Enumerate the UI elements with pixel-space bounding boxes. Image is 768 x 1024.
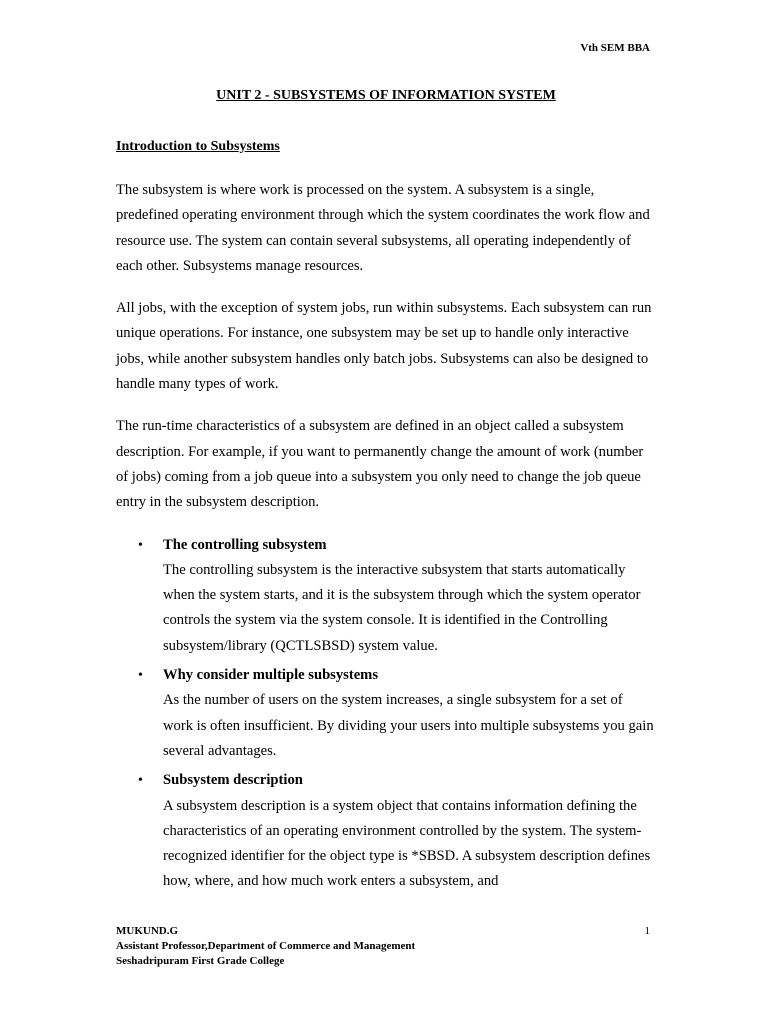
header-semester-label: Vth SEM BBA bbox=[580, 42, 650, 54]
document-body bbox=[116, 84, 656, 899]
section-heading: Introduction to Subsystems bbox=[116, 139, 280, 154]
bullet-body: As the number of users on the system increases, a single subsystem for a set of work is often insufficient. By dividing your users into multiple subsystems you gain several advantages. bbox=[163, 692, 654, 759]
bullet-title: Why consider multiple subsystems bbox=[163, 667, 379, 684]
bullet-dot-icon: • bbox=[138, 668, 143, 684]
document-title: UNIT 2 - SUBSYSTEMS OF INFORMATION SYSTEM bbox=[216, 88, 556, 103]
bullet-title: Subsystem description bbox=[163, 772, 303, 789]
bullet-dot-icon: • bbox=[138, 773, 143, 789]
bullet-item-subsystem-description bbox=[116, 768, 656, 894]
bullet-dot-icon: • bbox=[138, 537, 143, 553]
bullet-title: The controlling subsystem bbox=[163, 536, 327, 553]
paragraph-3: The run-time characteristics of a subsystem are defined in an object called a subsystem description. For example, if you want to permanently change the amount of work (number of jobs) coming from a job queue into a subsystem you only need to change the job queue entry in the subsystem description. bbox=[116, 418, 644, 511]
footer-author: MUKUND.G bbox=[116, 925, 179, 937]
bullet-list bbox=[116, 533, 656, 895]
footer bbox=[116, 924, 656, 969]
footer-position: Assistant Professor,Department of Commerce and Management bbox=[116, 940, 416, 952]
bullet-body: The controlling subsystem is the interactive subsystem that starts automatically when the system starts, and it is the subsystem through which the system operator controls the system via the system console. It is identified in the Controlling subsystem/library (QCTLSBSD) system value. bbox=[163, 561, 641, 654]
bullet-item-controlling-subsystem bbox=[116, 533, 656, 659]
paragraph-1: The subsystem is where work is processed on the system. A subsystem is a single, predefined operating environment through which the system coordinates the work flow and resource use. The system can contain several subsystems, all operating independently of each other. Subsystems manage resources. bbox=[116, 182, 650, 274]
footer-institution: Seshadripuram First Grade College bbox=[116, 955, 285, 967]
bullet-body: A subsystem description is a system object that contains information defining the characteristics of an operating environment controlled by the system. The system-recognized identifier for the object type is *SBSD. A subsystem description defines how, where, and how much work enters a subsystem, and bbox=[163, 797, 651, 890]
page-number: 1 bbox=[644, 925, 650, 937]
bullet-item-multiple-subsystems bbox=[116, 663, 656, 764]
paragraph-2: All jobs, with the exception of system jobs, run within subsystems. Each subsystem can run unique operations. For instance, one subsystem may be set up to handle only interactive jobs, while another subsystem handles only batch jobs. Subsystems can also be designed to handle many types of work. bbox=[116, 300, 652, 393]
